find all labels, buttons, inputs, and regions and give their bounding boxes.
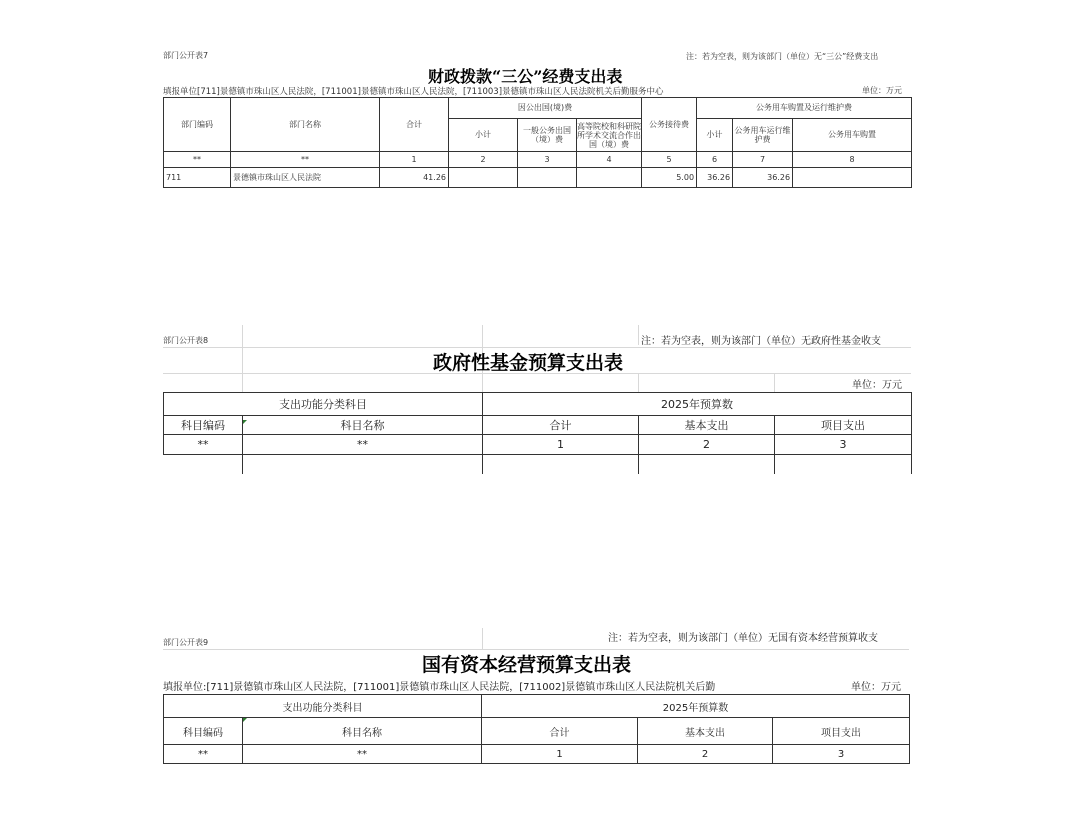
empty-cell xyxy=(243,455,483,474)
sheet-number-9: 部门公开表9 xyxy=(163,638,209,647)
section3-filler: 填报单位:[711]景德镇市珠山区人民法院，[711001]景德镇市珠山区人民法院，[711002]景德镇市珠山区人民法院机关后勤 xyxy=(163,682,716,693)
index-cell: ** xyxy=(164,745,243,764)
index-cell: 1 xyxy=(482,745,638,764)
section2-title: 政府性基金预算支出表 xyxy=(433,352,624,374)
row-abroad-subtotal xyxy=(449,168,518,188)
empty-cell xyxy=(775,455,912,474)
index-cell: 6 xyxy=(697,152,733,168)
empty-cell xyxy=(483,455,639,474)
index-cell: ** xyxy=(243,435,483,455)
index-cell: 2 xyxy=(638,745,773,764)
three-public-expenses-table xyxy=(163,97,912,188)
row-vehicle-subtotal: 36.26 xyxy=(697,168,733,188)
row-academic-abroad xyxy=(577,168,642,188)
header-vehicle-purchase: 公务用车购置 xyxy=(793,119,912,152)
index-cell: ** xyxy=(231,152,380,168)
index-cell: 8 xyxy=(793,152,912,168)
gridline xyxy=(774,373,775,392)
index-cell: 1 xyxy=(483,435,639,455)
header-budget: 2025年预算数 xyxy=(482,695,910,718)
gridline xyxy=(242,325,243,392)
row-dept-name: 景德镇市珠山区人民法院 xyxy=(231,168,380,188)
header-dept-code: 部门编码 xyxy=(164,98,231,152)
row-dept-code: 711 xyxy=(164,168,231,188)
empty-cell xyxy=(639,455,775,474)
header-total: 合计 xyxy=(380,98,449,152)
index-cell: 2 xyxy=(639,435,775,455)
header-total: 合计 xyxy=(482,718,638,745)
state-capital-table xyxy=(163,694,910,764)
index-cell: 7 xyxy=(733,152,793,168)
gridline xyxy=(482,628,483,650)
government-fund-table xyxy=(163,392,912,474)
index-cell: 3 xyxy=(518,152,577,168)
header-budget: 2025年预算数 xyxy=(483,393,912,416)
header-vehicle-operation: 公务用车运行维护费 xyxy=(733,119,793,152)
empty-cell xyxy=(164,455,243,474)
header-subject-name: 科目名称 xyxy=(243,416,483,435)
index-cell: 4 xyxy=(577,152,642,168)
index-cell: 1 xyxy=(380,152,449,168)
header-general-abroad: 一般公务出国（境）费 xyxy=(518,119,577,152)
header-func-class: 支出功能分类科目 xyxy=(164,393,483,416)
index-cell: ** xyxy=(164,435,243,455)
row-vehicle-operation: 36.26 xyxy=(733,168,793,188)
header-total: 合计 xyxy=(483,416,639,435)
header-vehicle-group: 公务用车购置及运行维护费 xyxy=(697,98,912,119)
index-cell: ** xyxy=(164,152,231,168)
row-total: 41.26 xyxy=(380,168,449,188)
header-project: 项目支出 xyxy=(773,718,910,745)
section1-title: 财政拨款“三公”经费支出表 xyxy=(428,67,623,86)
table-row xyxy=(164,455,912,474)
gridline xyxy=(638,325,639,345)
sheet-number-8: 部门公开表8 xyxy=(163,336,209,345)
gridline xyxy=(638,373,639,392)
section1-unit: 单位：万元 xyxy=(862,86,902,95)
index-row xyxy=(164,745,910,764)
row-general-abroad xyxy=(518,168,577,188)
section3-note: 注：若为空表，则为该部门（单位）无国有资本经营预算收支 xyxy=(608,633,878,644)
header-basic: 基本支出 xyxy=(639,416,775,435)
header-subject-code: 科目编码 xyxy=(164,718,243,745)
section1-filler: 填报单位[711]景德镇市珠山区人民法院，[711001]景德镇市珠山区人民法院，[711003]景德镇市珠山区人民法院机关后勤服务中心 xyxy=(163,87,664,97)
header-dept-name: 部门名称 xyxy=(231,98,380,152)
row-reception: 5.00 xyxy=(642,168,697,188)
header-vehicle-subtotal: 小计 xyxy=(697,119,733,152)
section2-note: 注：若为空表，则为该部门（单位）无政府性基金收支 xyxy=(641,336,881,347)
header-abroad-group: 因公出国(境)费 xyxy=(449,98,642,119)
header-subject-code: 科目编码 xyxy=(164,416,243,435)
table-row xyxy=(164,168,912,188)
header-project: 项目支出 xyxy=(775,416,912,435)
header-subject-name: 科目名称 xyxy=(243,718,482,745)
index-row xyxy=(164,435,912,455)
header-basic: 基本支出 xyxy=(638,718,773,745)
header-func-class: 支出功能分类科目 xyxy=(164,695,482,718)
index-cell: 2 xyxy=(449,152,518,168)
header-abroad-subtotal: 小计 xyxy=(449,119,518,152)
section2-unit: 单位：万元 xyxy=(852,380,902,391)
row-vehicle-purchase xyxy=(793,168,912,188)
header-reception: 公务接待费 xyxy=(642,98,697,152)
index-cell: ** xyxy=(243,745,482,764)
sheet-number-7: 部门公开表7 xyxy=(163,51,209,60)
index-cell: 3 xyxy=(773,745,910,764)
section3-title: 国有资本经营预算支出表 xyxy=(422,654,632,676)
index-row xyxy=(164,152,912,168)
index-cell: 3 xyxy=(775,435,912,455)
section3-unit: 单位：万元 xyxy=(851,682,901,693)
section1-note: 注：若为空表，则为该部门（单位）无“三公”经费支出 xyxy=(686,52,879,61)
header-academic-abroad: 高等院校和科研院所学术交流合作出国（境）费 xyxy=(577,119,642,152)
index-cell: 5 xyxy=(642,152,697,168)
